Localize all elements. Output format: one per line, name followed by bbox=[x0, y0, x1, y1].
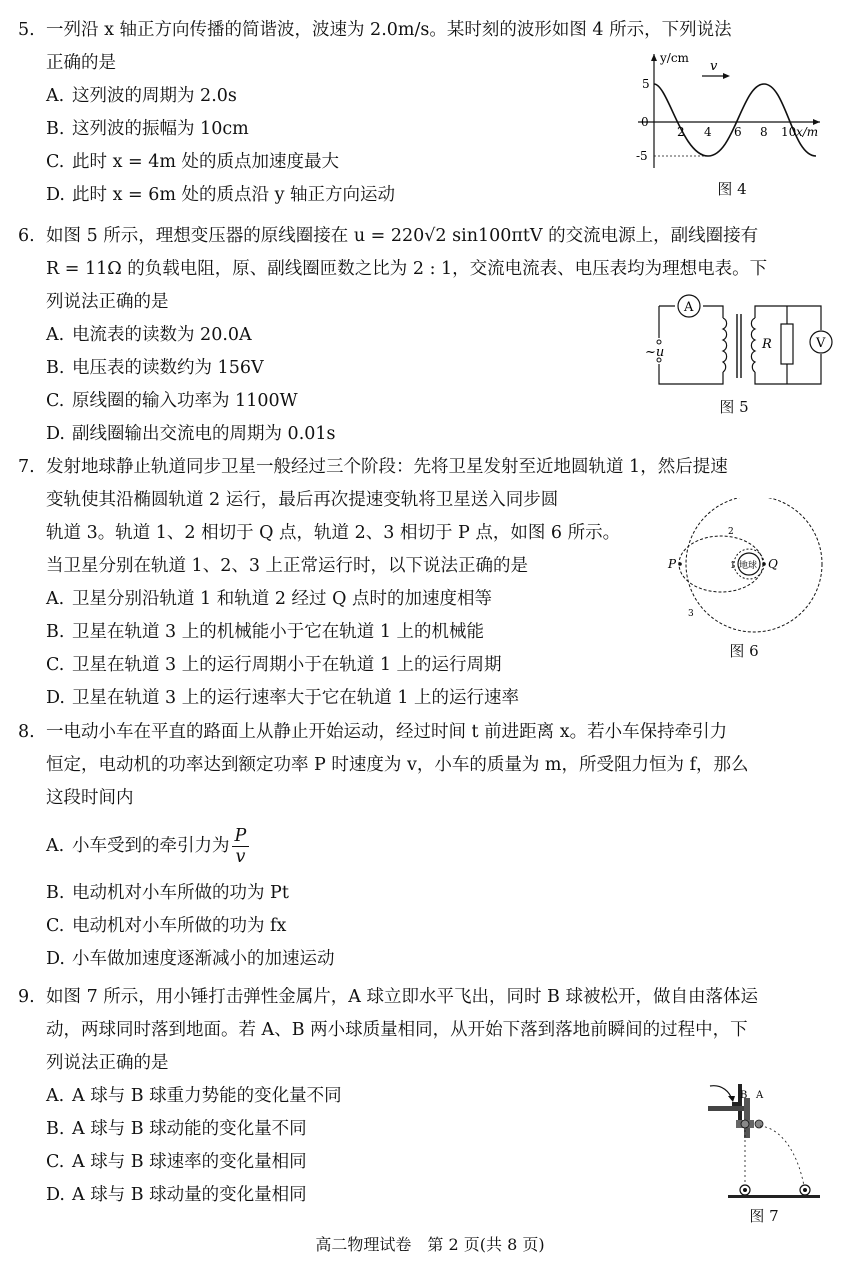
x-axis-label: x/m bbox=[796, 125, 819, 139]
option-d: D. 副线圈输出交流电的周期为 0.01s bbox=[46, 424, 336, 444]
ball-a-label: A bbox=[756, 1090, 764, 1101]
y-tick: 5 bbox=[642, 77, 650, 91]
y-tick: -5 bbox=[636, 149, 648, 163]
x-tick: 6 bbox=[734, 125, 742, 139]
source-label: ~u bbox=[645, 345, 665, 360]
question-number: 8. bbox=[18, 722, 35, 742]
question-number: 7. bbox=[18, 457, 35, 477]
question-stem: 如图 7 所示，用小锤打击弹性金属片，A 球立即水平飞出，同时 B 球被松开，做自由落体运 bbox=[46, 987, 758, 1007]
p-label: P bbox=[668, 557, 677, 571]
option-d: D. 此时 x = 6m 处的质点沿 y 轴正方向运动 bbox=[46, 185, 396, 205]
option-c: C. 原线圈的输入功率为 1100W bbox=[46, 391, 298, 411]
option-b: B. 卫星在轨道 3 上的机械能小于它在轨道 1 上的机械能 bbox=[46, 622, 485, 642]
question-stem: R = 11Ω 的负载电阻，原、副线圈匝数之比为 2 : 1，交流电流表、电压表均为理想电表。下 bbox=[46, 259, 768, 279]
question-stem: 一电动小车在平直的路面上从静止开始运动，经过时间 t 前进距离 x。若小车保持牵引力 bbox=[46, 722, 728, 742]
orbit-1-label: 1 bbox=[730, 561, 736, 571]
question-stem: 这段时间内 bbox=[46, 788, 134, 808]
figure-4-wave-graph bbox=[630, 50, 830, 175]
option-d: D. 卫星在轨道 3 上的运行速率大于它在轨道 1 上的运行速率 bbox=[46, 688, 520, 708]
option-b: B. A 球与 B 球动能的变化量不同 bbox=[46, 1119, 307, 1139]
option-c: C. 卫星在轨道 3 上的运行周期小于在轨道 1 上的运行周期 bbox=[46, 655, 502, 675]
figure-5-transformer-circuit bbox=[645, 290, 835, 394]
primary-coil bbox=[723, 318, 727, 372]
question-number: 9. bbox=[18, 987, 35, 1007]
question-stem: 列说法正确的是 bbox=[46, 292, 169, 312]
earth-label: 地球 bbox=[739, 561, 758, 571]
question-stem: 恒定，电动机的功率达到额定功率 P 时速度为 v，小车的质量为 m，所受阻力恒为 f，那么 bbox=[46, 755, 749, 775]
q-label: Q bbox=[768, 557, 778, 571]
ammeter-label: A bbox=[684, 300, 694, 315]
figure-6-caption: 图 6 bbox=[729, 642, 759, 660]
x-tick: 4 bbox=[704, 125, 712, 139]
figure-7-caption: 图 7 bbox=[749, 1207, 779, 1225]
ball-a-icon bbox=[755, 1120, 763, 1128]
hammer-arrow bbox=[710, 1086, 732, 1100]
orbit-2-label: 2 bbox=[728, 527, 734, 537]
question-stem: 变轨使其沿椭圆轨道 2 运行，最后再次提速变轨将卫星送入同步圆 bbox=[46, 490, 559, 510]
question-stem: 列说法正确的是 bbox=[46, 1053, 169, 1073]
stand-top bbox=[708, 1106, 750, 1111]
question-stem: 轨道 3。轨道 1、2 相切于 Q 点，轨道 2、3 相切于 P 点，如图 6 所示。 bbox=[46, 523, 621, 543]
option-c: C. 此时 x = 4m 处的质点加速度最大 bbox=[46, 152, 340, 172]
question-stem: 发射地球静止轨道同步卫星一般经过三个阶段：先将卫星发射至近地圆轨道 1，然后提速 bbox=[46, 457, 728, 477]
page-footer: 高二物理试卷 第 2 页(共 8 页) bbox=[315, 1235, 545, 1254]
x-tick: 10 bbox=[781, 125, 797, 139]
option-b: B. 这列波的振幅为 10cm bbox=[46, 119, 249, 139]
option-a: A. A 球与 B 球重力势能的变化量不同 bbox=[46, 1086, 342, 1106]
resistor-label: R bbox=[762, 337, 772, 352]
ball-b-label: B bbox=[740, 1090, 748, 1101]
ball-b-icon bbox=[741, 1120, 749, 1128]
orbit-3-label: 3 bbox=[688, 609, 694, 619]
option-b: B. 电动机对小车所做的功为 Pt bbox=[46, 883, 289, 903]
y-axis-label: y/cm bbox=[660, 51, 689, 65]
wave-label: v bbox=[710, 59, 718, 74]
option-a: A. 小车受到的牵引力为 $\frac{P}{v}$ bbox=[18, 815, 844, 877]
question-stem: 如图 5 所示，理想变压器的原线圈接在 u = 220√2 sin100πtV 的交流电源上，副线圈接有 bbox=[46, 226, 759, 246]
option-d: D. 小车做加速度逐渐减小的加速运动 bbox=[46, 949, 335, 969]
question-stem: 一列沿 x 轴正方向传播的简谐波，波速为 2.0m/s。某时刻的波形如图 4 所示，下列说法 bbox=[46, 20, 732, 40]
option-b: B. 电压表的读数约为 156V bbox=[46, 358, 264, 378]
question-number: 6. bbox=[18, 226, 35, 246]
x-tick: 8 bbox=[760, 125, 768, 139]
option-a: A. 这列波的周期为 2.0s bbox=[46, 86, 237, 106]
question-stem: 正确的是 bbox=[46, 53, 116, 73]
origin-label: 0 bbox=[641, 115, 649, 129]
voltmeter-label: V bbox=[816, 336, 826, 351]
wave-curve bbox=[654, 84, 819, 156]
figure-7-falling-balls bbox=[700, 1080, 830, 1204]
question-stem: 当卫星分别在轨道 1、2、3 上正常运行时，以下说法正确的是 bbox=[46, 556, 529, 576]
option-c: C. 电动机对小车所做的功为 fx bbox=[46, 916, 287, 936]
figure-6-orbits-diagram bbox=[662, 498, 840, 636]
figure-4-caption: 图 4 bbox=[717, 180, 747, 198]
ground bbox=[728, 1195, 820, 1198]
question-8 bbox=[18, 716, 844, 976]
option-a: A. 卫星分别沿轨道 1 和轨道 2 经过 Q 点时的加速度相等 bbox=[46, 589, 492, 609]
option-a: A. 电流表的读数为 20.0A bbox=[46, 325, 252, 345]
resistor bbox=[781, 324, 793, 364]
figure-5-caption: 图 5 bbox=[719, 398, 749, 416]
secondary-coil bbox=[751, 318, 755, 372]
question-stem: 动，两球同时落到地面。若 A、B 两小球质量相同，从开始下落到落地前瞬间的过程中，下 bbox=[46, 1020, 748, 1040]
x-tick: 2 bbox=[677, 125, 685, 139]
fraction: $\frac{P}{v}$ bbox=[232, 826, 250, 867]
option-d: D. A 球与 B 球动量的变化量相同 bbox=[46, 1185, 307, 1205]
option-c: C. A 球与 B 球速率的变化量相同 bbox=[46, 1152, 307, 1172]
ball-a-path bbox=[760, 1126, 804, 1186]
question-number: 5. bbox=[18, 20, 35, 40]
